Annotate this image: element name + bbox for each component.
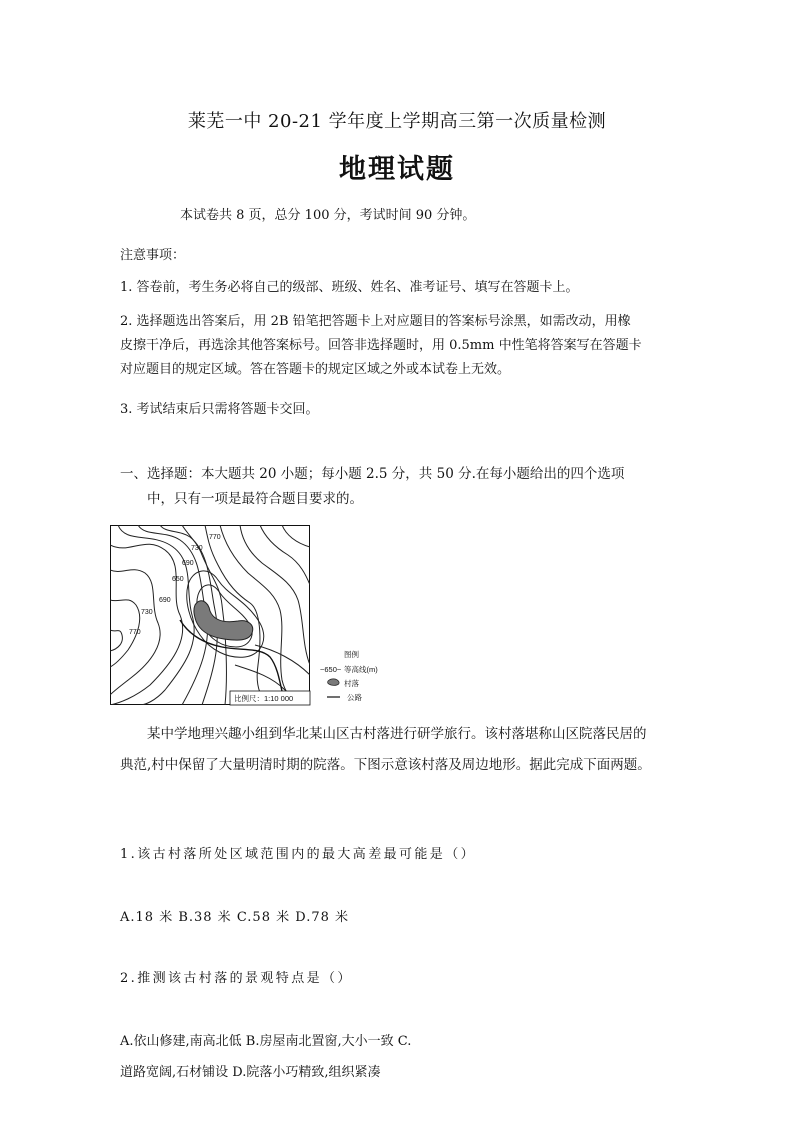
contour-label: 770 [129, 629, 141, 636]
question-1-stem: 1.该古村落所处区域范围内的最大高差最可能是（） [120, 847, 477, 862]
contour-label: 730 [191, 545, 203, 552]
notice-item-2-line-2: 皮擦干净后，再选涂其他答案标号。回答非选择题时，用 0.5mm 中性笔将答案写在答题卡 [120, 338, 642, 353]
notice-item-1: 1. 答卷前，考生务必将自己的级部、班级、姓名、准考证号、填写在答题卡上。 [120, 280, 579, 295]
passage-line-2: 典范,村中保留了大量明清时期的院落。下图示意该村落及周边地形。据此完成下面两题。 [120, 757, 651, 773]
question-2-options-line-2: 道路宽阔,石材铺设 D.院落小巧精致,组织紧凑 [120, 1065, 381, 1080]
exam-header: 莱芜一中 20-21 学年度上学期高三第一次质量检测 [187, 111, 607, 132]
legend-road-label: 公路 [347, 693, 362, 702]
contour-map [110, 525, 400, 710]
map-legend [320, 649, 378, 702]
legend-contour-sample: ~650~ [320, 665, 342, 674]
question-1-options: A.18 米 B.38 米 C.58 米 D.78 米 [120, 910, 350, 925]
exam-intro: 本试卷共 8 页，总分 100 分，考试时间 90 分钟。 [180, 208, 476, 223]
contour-label: 770 [209, 534, 221, 541]
notice-heading: 注意事项： [120, 248, 186, 263]
notice-item-2-line-1: 2. 选择题选出答案后，用 2B 铅笔把答题卡上对应题目的答案标号涂黑，如需改动，用橡 [120, 314, 631, 329]
question-2-options-line-1: A.依山修建,南高北低 B.房屋南北置窗,大小一致 C. [120, 1034, 412, 1049]
legend-title: 图例 [344, 650, 359, 659]
section-heading: 一、选择题：本大题共 20 小题；每小题 2.5 分，共 50 分.在每小题给出的四个选项 [120, 466, 625, 482]
question-2-stem: 2.推测该古村落的景观特点是（） [120, 971, 353, 986]
map-scale: 比例尺：1:10 000 [234, 694, 294, 703]
passage-line-1: 某中学地理兴趣小组到华北某山区古村落进行研学旅行。该村落堪称山区院落民居的 [147, 726, 647, 742]
contour-label: 650 [172, 576, 184, 583]
section-heading-cont: 中，只有一项是最符合题目要求的。 [147, 491, 363, 507]
page-title: 地理试题 [339, 154, 455, 185]
contour-label: 690 [159, 597, 171, 604]
contour-label: 730 [141, 609, 153, 616]
legend-village-label: 村落 [344, 679, 359, 688]
contour-label: 690 [182, 560, 194, 567]
legend-contour-label: 等高线(m) [344, 665, 378, 674]
notice-item-2-line-3: 对应题目的规定区域。答在答题卡的规定区域之外或本试卷上无效。 [120, 362, 511, 377]
legend-village-symbol [328, 679, 340, 686]
notice-item-3: 3. 考试结束后只需将答题卡交回。 [120, 402, 319, 417]
